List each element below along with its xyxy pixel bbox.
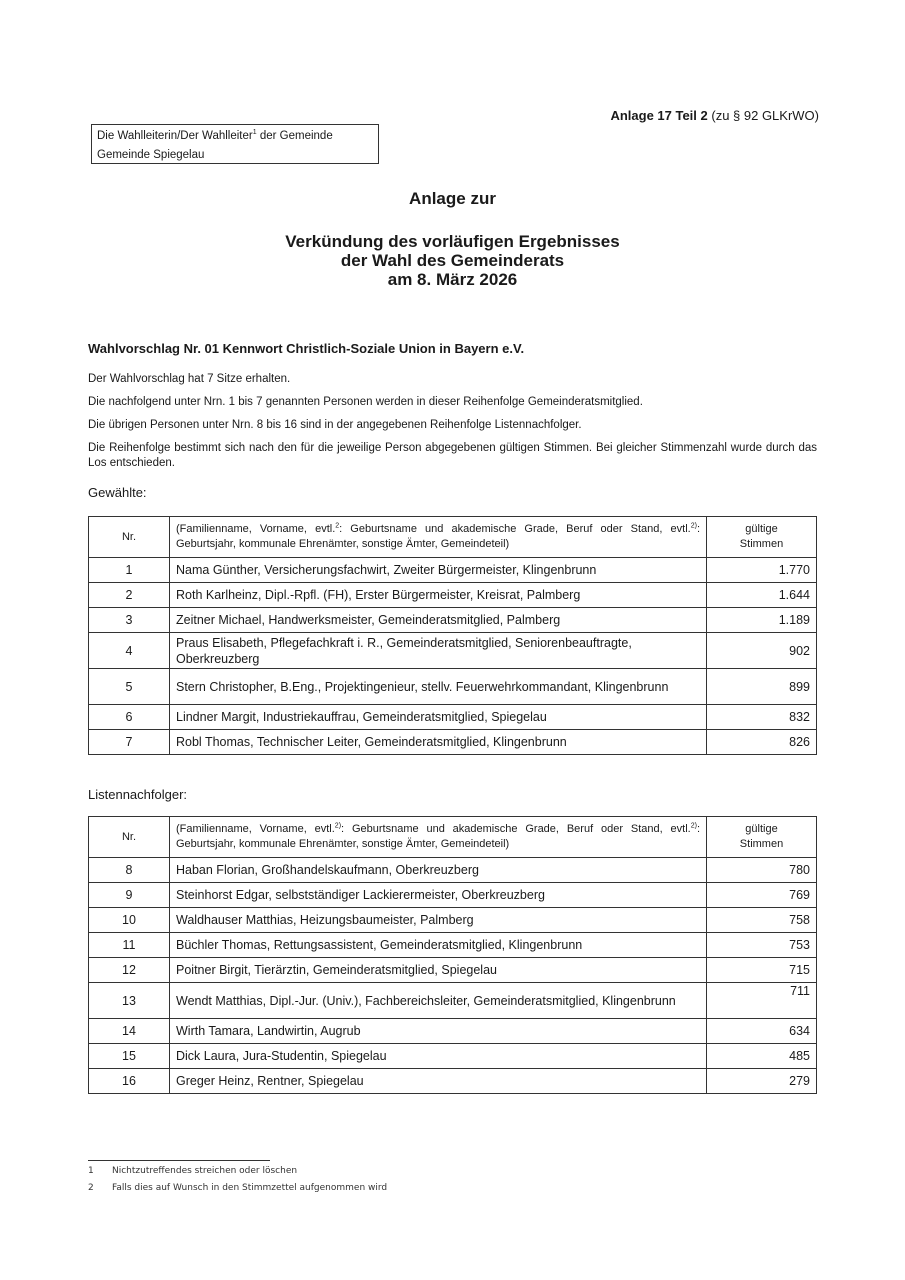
- subtitle-line1: Verkündung des vorläufigen Ergebnisses: [285, 232, 620, 251]
- row-nr: 4: [89, 633, 170, 669]
- row-votes: 485: [707, 1044, 817, 1069]
- annex-number: Anlage 17 Teil 2: [610, 108, 708, 123]
- row-votes: 899: [707, 669, 817, 705]
- successors-paragraph: Die übrigen Personen unter Nrn. 8 bis 16 sind in der angegebenen Reihenfolge Listennachfolger.: [88, 419, 582, 431]
- header-desc-part: : Geburtsjahr, kommunale Ehrenämter, sonstige Ämter, Gemeindeteil): [176, 523, 700, 550]
- footnote-ref: 2): [690, 822, 697, 830]
- row-nr: 6: [89, 705, 170, 730]
- proposal-heading: Wahlvorschlag Nr. 01 Kennwort Christlich-Soziale Union in Bayern e.V.: [88, 341, 525, 356]
- row-nr: 15: [89, 1044, 170, 1069]
- row-name: Robl Thomas, Technischer Leiter, Gemeinderatsmitglied, Klingenbrunn: [170, 730, 707, 755]
- document-subtitle: [0, 232, 905, 289]
- order-paragraph: Die Reihenfolge bestimmt sich nach den für die jeweilige Person abgegebenen gültigen Stimmen. Bei gleicher Stimmenzahl wurde durch das Los entschieden.: [88, 442, 817, 469]
- row-nr: 12: [89, 958, 170, 983]
- footnote-number: 2: [88, 1183, 94, 1193]
- seats-paragraph: Der Wahlvorschlag hat 7 Sitze erhalten.: [88, 373, 291, 385]
- header-desc-part: : Geburtsname und akademische Grade, Beruf oder Stand, evtl.: [341, 823, 691, 835]
- table-row: [89, 883, 817, 908]
- header-description: [170, 517, 707, 558]
- footnote-ref: 1: [252, 129, 257, 137]
- footnote-text: Falls dies auf Wunsch in den Stimmzettel aufgenommen wird: [112, 1183, 388, 1193]
- row-name: Greger Heinz, Rentner, Spiegelau: [170, 1069, 707, 1094]
- row-votes: 753: [707, 933, 817, 958]
- row-nr: 11: [89, 933, 170, 958]
- table-row: [89, 633, 817, 669]
- row-votes: 758: [707, 908, 817, 933]
- table-row: [89, 1019, 817, 1044]
- table-row: [89, 983, 817, 1019]
- header-votes-line1: gültige: [745, 523, 778, 535]
- elected-label: Gewählte:: [88, 485, 147, 500]
- footnote-ref: 2): [334, 822, 342, 830]
- row-votes: 279: [707, 1069, 817, 1094]
- row-votes: 711: [707, 983, 817, 1019]
- row-nr: 16: [89, 1069, 170, 1094]
- table-row: [89, 1069, 817, 1094]
- table-row: [89, 669, 817, 705]
- row-name: Roth Karlheinz, Dipl.-Rpfl. (FH), Erster Bürgermeister, Kreisrat, Palmberg: [170, 583, 707, 608]
- row-votes: 715: [707, 958, 817, 983]
- footnote-text: Nichtzutreffendes streichen oder löschen: [112, 1166, 298, 1176]
- row-nr: 3: [89, 608, 170, 633]
- successors-table: [88, 816, 817, 1094]
- row-votes: 634: [707, 1019, 817, 1044]
- row-name: Waldhauser Matthias, Heizungsbaumeister, Palmberg: [170, 908, 707, 933]
- row-nr: 5: [89, 669, 170, 705]
- row-nr: 9: [89, 883, 170, 908]
- election-officer-box: [91, 124, 379, 164]
- header-desc-part: (Familienname, Vorname, evtl.: [176, 823, 335, 835]
- table-row: [89, 608, 817, 633]
- row-name: Zeitner Michael, Handwerksmeister, Gemeinderatsmitglied, Palmberg: [170, 608, 707, 633]
- annex-legal-ref: (zu § 92 GLKrWO): [707, 108, 819, 123]
- footnote-ref: 2): [690, 522, 697, 530]
- row-votes: 826: [707, 730, 817, 755]
- header-nr: Nr.: [89, 517, 170, 558]
- header-nr: Nr.: [89, 817, 170, 858]
- table-header-row: [89, 517, 817, 558]
- row-nr: 7: [89, 730, 170, 755]
- row-nr: 14: [89, 1019, 170, 1044]
- footnote-divider: [88, 1160, 270, 1161]
- row-name: Poitner Birgit, Tierärztin, Gemeinderatsmitglied, Spiegelau: [170, 958, 707, 983]
- row-name: Nama Günther, Versicherungsfachwirt, Zweiter Bürgermeister, Klingenbrunn: [170, 558, 707, 583]
- row-nr: 2: [89, 583, 170, 608]
- elected-paragraph: Die nachfolgend unter Nrn. 1 bis 7 genannten Personen werden in dieser Reihenfolge Gemeinderatsmitglied.: [88, 396, 643, 408]
- footnote-2: [88, 1183, 387, 1193]
- row-votes: 1.770: [707, 558, 817, 583]
- row-votes: 1.189: [707, 608, 817, 633]
- header-votes: [707, 517, 817, 558]
- table-row: [89, 908, 817, 933]
- header-description: [170, 817, 707, 858]
- document-title: Anlage zur: [409, 189, 496, 208]
- row-name: Wendt Matthias, Dipl.-Jur. (Univ.), Fachbereichsleiter, Gemeinderatsmitglied, Klingenbrunn: [170, 983, 707, 1019]
- footnote-1: [88, 1166, 297, 1176]
- header-votes-line2: Stimmen: [739, 838, 784, 850]
- elected-table: [88, 516, 817, 755]
- row-name: Büchler Thomas, Rettungsassistent, Gemeinderatsmitglied, Klingenbrunn: [170, 933, 707, 958]
- row-name: Steinhorst Edgar, selbstständiger Lackierermeister, Oberkreuzberg: [170, 883, 707, 908]
- row-votes: 1.644: [707, 583, 817, 608]
- footnote-number: 1: [88, 1166, 94, 1176]
- footnote-ref: 2: [335, 522, 340, 530]
- election-officer-line1: [97, 127, 378, 146]
- header-votes: [707, 817, 817, 858]
- officer-title-suffix: der Gemeinde: [256, 130, 333, 142]
- row-votes: 832: [707, 705, 817, 730]
- row-name: Praus Elisabeth, Pflegefachkraft i. R., Gemeinderatsmitglied, Seniorenbeauftragte, Oberkreuzberg: [170, 633, 707, 669]
- election-date: am 8. März 2026: [387, 270, 518, 289]
- table-row: [89, 958, 817, 983]
- row-name: Dick Laura, Jura-Studentin, Spiegelau: [170, 1044, 707, 1069]
- table-row: [89, 858, 817, 883]
- table-row: [89, 705, 817, 730]
- table-row: [89, 730, 817, 755]
- table-row: [89, 1044, 817, 1069]
- row-name: Haban Florian, Großhandelskaufmann, Oberkreuzberg: [170, 858, 707, 883]
- row-votes: 902: [707, 633, 817, 669]
- table-row: [89, 558, 817, 583]
- header-votes-line1: gültige: [745, 823, 778, 835]
- row-votes: 769: [707, 883, 817, 908]
- table-row: [89, 933, 817, 958]
- row-name: Wirth Tamara, Landwirtin, Augrub: [170, 1019, 707, 1044]
- header-desc-part: : Geburtsjahr, kommunale Ehrenämter, sonstige Ämter, Gemeindeteil): [176, 823, 701, 850]
- table-row: [89, 583, 817, 608]
- successors-label: Listennachfolger:: [88, 787, 188, 802]
- row-name: Stern Christopher, B.Eng., Projektingenieur, stellv. Feuerwehrkommandant, Klingenbrunn: [170, 669, 707, 705]
- row-nr: 1: [89, 558, 170, 583]
- row-name: Lindner Margit, Industriekauffrau, Gemeinderatsmitglied, Spiegelau: [170, 705, 707, 730]
- subtitle-line2: der Wahl des Gemeinderats: [340, 251, 565, 270]
- annex-reference: [610, 108, 819, 123]
- row-nr: 10: [89, 908, 170, 933]
- header-desc-part: (Familienname, Vorname, evtl.: [176, 523, 336, 535]
- row-nr: 13: [89, 983, 170, 1019]
- municipality-name: Gemeinde Spiegelau: [97, 149, 205, 161]
- row-votes: 780: [707, 858, 817, 883]
- officer-title: Die Wahlleiterin/Der Wahlleiter: [97, 130, 253, 142]
- row-nr: 8: [89, 858, 170, 883]
- header-votes-line2: Stimmen: [739, 538, 784, 550]
- table-header-row: [89, 817, 817, 858]
- header-desc-part: : Geburtsname und akademische Grade, Beruf oder Stand, evtl.: [339, 523, 691, 535]
